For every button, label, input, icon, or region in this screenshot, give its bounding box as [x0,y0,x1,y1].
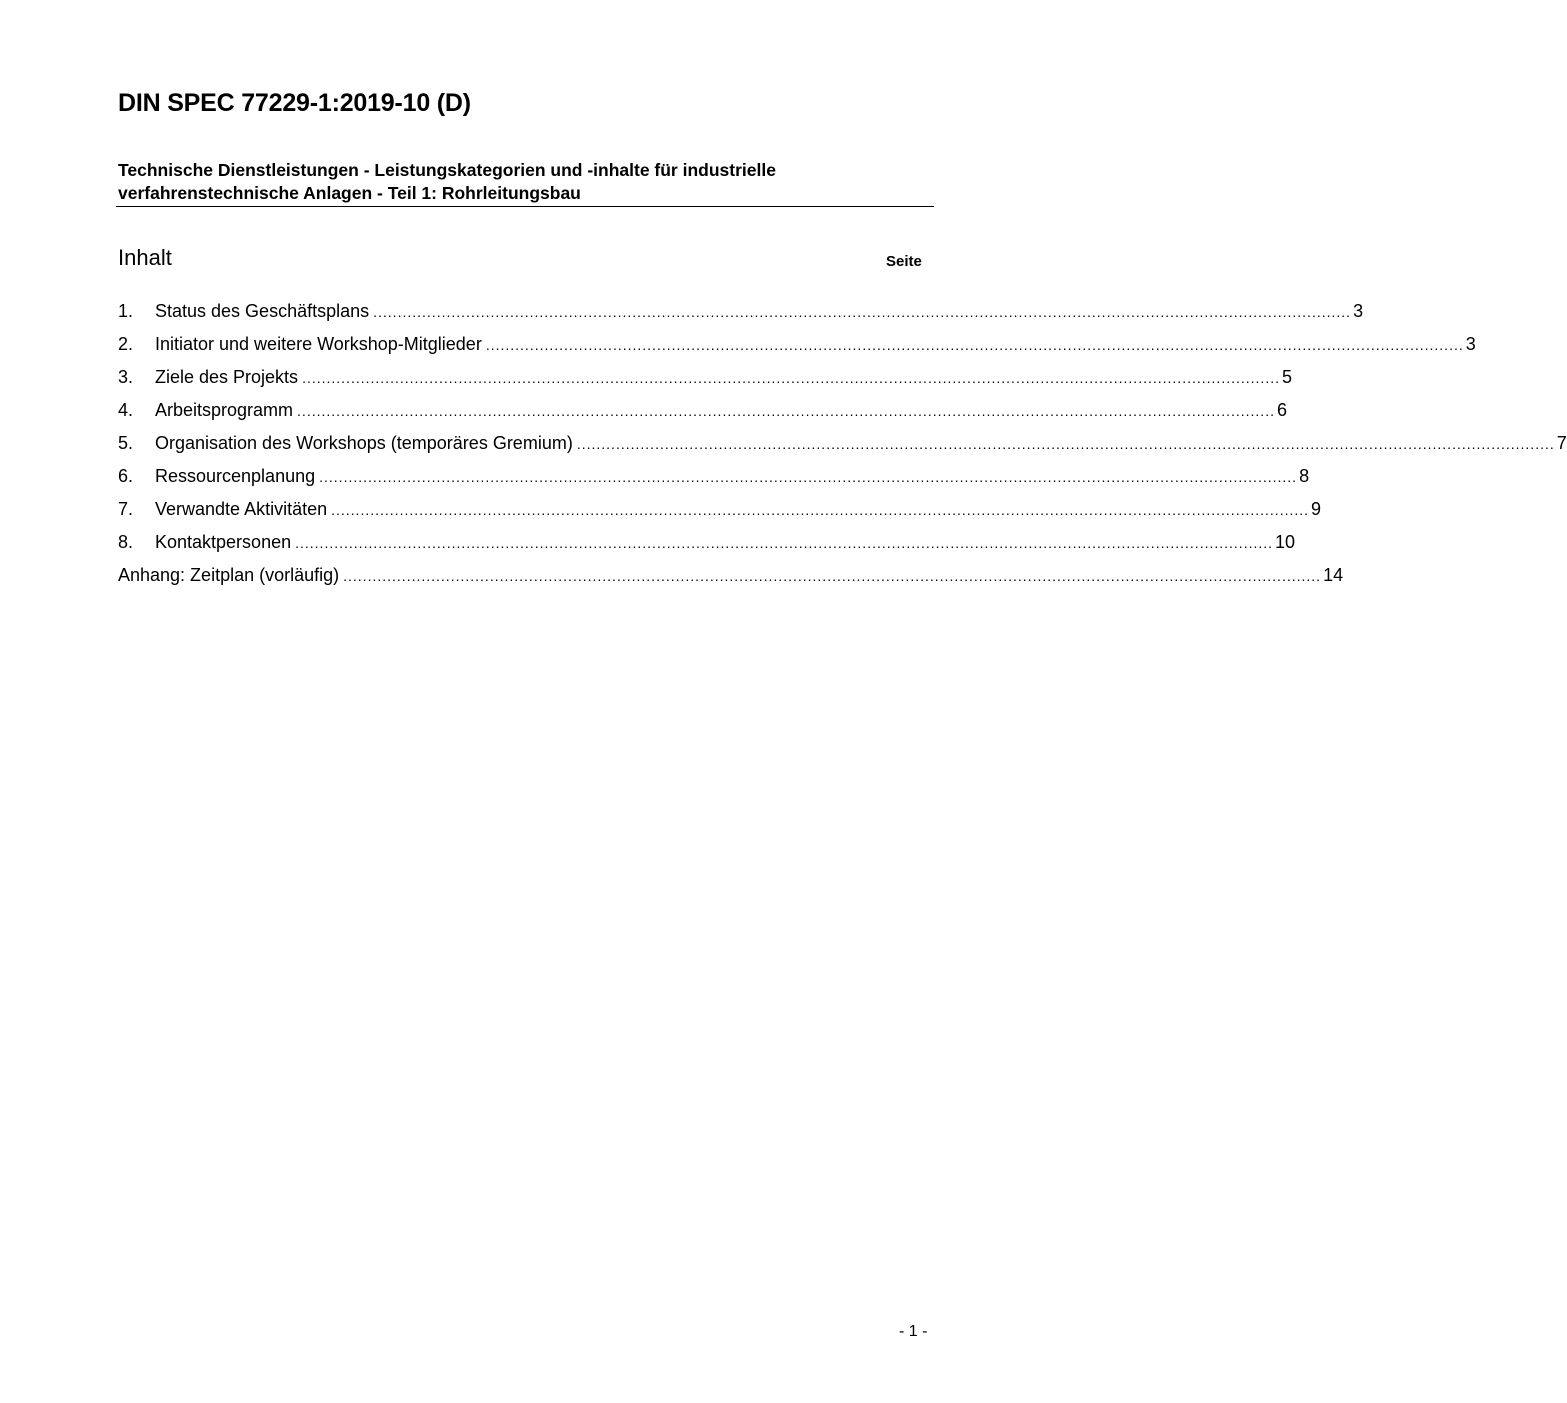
toc-dot-leader: ........................................................................................................................................................................................................ [331,502,1310,518]
toc-dot-leader: ........................................................................................................................................................................................................ [302,370,1280,386]
toc-entry-page: 8 [1299,466,1310,486]
toc-entry-page: 6 [1276,400,1287,420]
toc-entry-label: Verwandte Aktivitäten [155,499,328,519]
toc-entry-label: Status des Geschäftsplans [155,301,370,321]
toc-entry-page: 3 [1353,301,1364,321]
toc-entry-number: 3. [118,367,134,387]
toc-entry-number: 1. [118,301,134,321]
toc-entry-number: 2. [118,334,134,354]
toc-entry-3[interactable] [118,367,1293,400]
toc-entry-number: 6. [118,466,134,486]
toc-entry-label: Kontaktpersonen [155,532,292,552]
toc-dot-leader: ........................................................................................................................................................................................................ [297,403,1275,419]
toc-entry-label: Ziele des Projekts [155,367,299,387]
toc-entry-label: Anhang: Zeitplan (vorläufig) [118,565,340,585]
toc-entry-page: 7 [1556,433,1567,453]
toc-entry-label: Arbeitsprogramm [155,400,294,420]
toc-entry-page: 9 [1311,499,1322,519]
toc-dot-leader: ........................................................................................................................................................................................................ [343,568,1322,584]
table-of-contents [118,301,1567,598]
document-subtitle [118,159,898,205]
toc-entry-8[interactable] [118,532,1296,565]
toc-entry-number: 4. [118,400,134,420]
page-number: - 1 - [899,1323,928,1340]
toc-entry-annex[interactable] [118,565,1344,598]
toc-entry-label: Ressourcenplanung [155,466,316,486]
title-divider [116,206,934,207]
toc-entry-label: Initiator und weitere Workshop-Mitglieder [155,334,482,354]
toc-entry-1[interactable] [118,301,1364,334]
toc-entry-label: Organisation des Workshops (temporäres Gremium) [155,433,573,453]
toc-entry-page: 3 [1465,334,1476,354]
toc-dot-leader: ........................................................................................................................................................................................................ [576,436,1555,452]
toc-entry-page: 10 [1275,532,1296,552]
toc-entry-4[interactable] [118,400,1287,433]
toc-entry-number: 5. [118,433,134,453]
toc-entry-page: 5 [1282,367,1293,387]
toc-heading: Inhalt [118,245,172,270]
toc-dot-leader: ........................................................................................................................................................................................................ [485,337,1464,353]
toc-dot-leader: ........................................................................................................................................................................................................ [319,469,1298,485]
toc-entry-6[interactable] [118,466,1310,499]
toc-page-column-heading: Seite [886,253,922,270]
toc-dot-leader: ........................................................................................................................................................................................................ [295,535,1274,551]
document-subtitle-line-2: verfahrenstechnische Anlagen - Teil 1: Rohrleitungsbau [118,183,581,203]
document-subtitle-line-1: Technische Dienstleistungen - Leistungskategorien und -inhalte für industrielle [118,160,776,180]
toc-entry-page: 14 [1323,565,1344,585]
toc-entry-number: 8. [118,532,134,552]
toc-entry-5[interactable] [118,433,1567,466]
toc-dot-leader: ........................................................................................................................................................................................................ [373,304,1352,320]
toc-entry-2[interactable] [118,334,1476,367]
toc-entry-7[interactable] [118,499,1322,532]
document-title: DIN SPEC 77229-1:2019-10 (D) [118,89,471,117]
toc-entry-number: 7. [118,499,134,519]
